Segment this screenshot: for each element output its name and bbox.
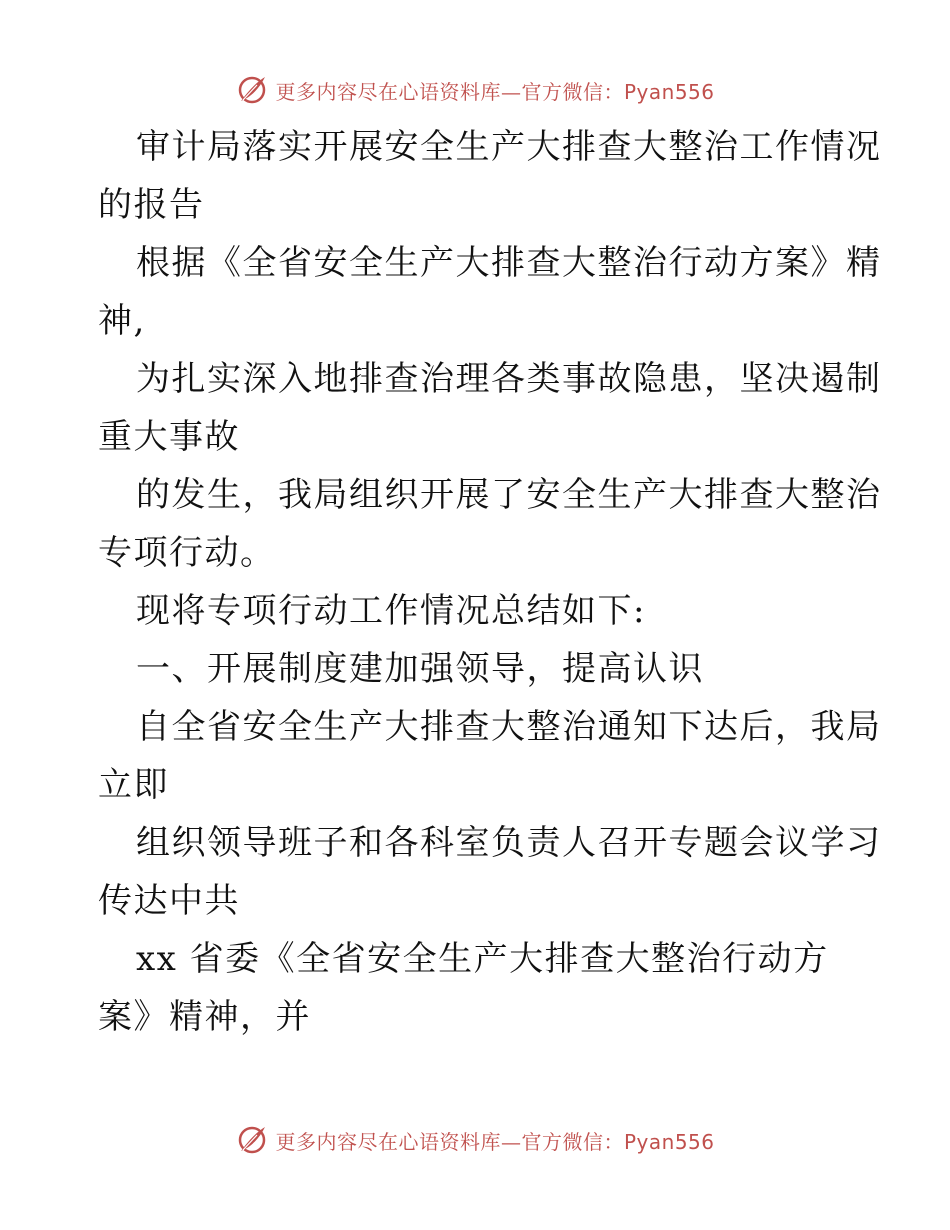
- header-watermark: [0, 70, 950, 110]
- text-line: 案》精神，并: [98, 997, 311, 1037]
- text-line: xx 省委《全省安全生产大排查大整治行动方: [136, 939, 829, 979]
- watermark-text: 更多内容尽在心语资料库—官方微信：Pyan556: [275, 1129, 715, 1154]
- feather-quill-circle-icon: [235, 73, 269, 107]
- text-line: 立即: [98, 765, 169, 805]
- wechat-id: Pyan556: [623, 79, 715, 104]
- text-line: 自全省安全生产大排查大整治通知下达后，我局: [136, 707, 882, 747]
- text-line: 重大事故: [98, 417, 240, 457]
- text-line: 根据《全省安全生产大排查大整治行动方案》精: [136, 243, 882, 283]
- feather-quill-circle-icon: [235, 1123, 269, 1157]
- text-line: 专项行动。: [98, 533, 276, 573]
- text-line: 现将专项行动工作情况总结如下:: [136, 591, 646, 631]
- text-line: 审计局落实开展安全生产大排查大整治工作情况: [136, 127, 882, 167]
- wechat-id: Pyan556: [623, 1129, 715, 1154]
- text-line: 的发生，我局组织开展了安全生产大排查大整治: [136, 475, 882, 515]
- watermark-text: 更多内容尽在心语资料库—官方微信：Pyan556: [275, 79, 715, 104]
- footer-watermark: [0, 1120, 950, 1160]
- text-line: 组织领导班子和各科室负责人召开专题会议学习: [136, 823, 882, 863]
- text-line: 传达中共: [98, 881, 240, 921]
- text-line: 一、开展制度建加强领导，提高认识: [136, 649, 704, 689]
- document-body: [98, 118, 882, 1046]
- text-line: 神,: [98, 301, 146, 341]
- text-line: 的报告: [98, 185, 205, 225]
- text-line: 为扎实深入地排查治理各类事故隐患，坚决遏制: [136, 359, 882, 399]
